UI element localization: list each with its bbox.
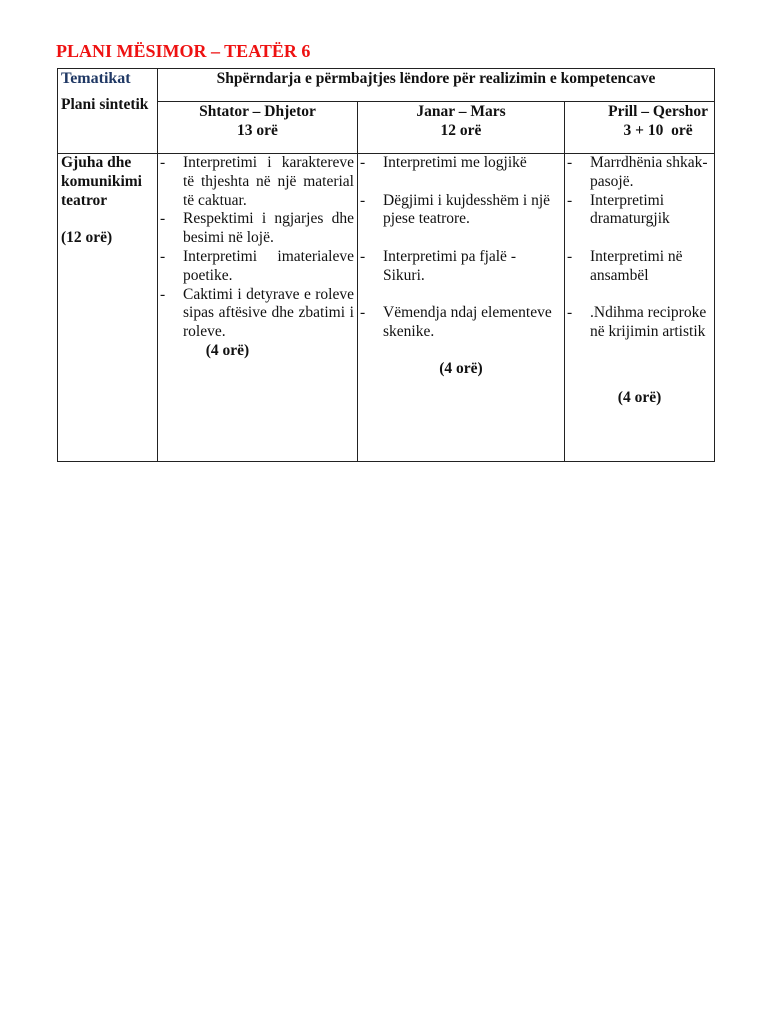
period-name: Janar – Mars — [416, 103, 506, 120]
period-hours-note: (4 orë) — [617, 388, 662, 406]
period-header — [158, 102, 358, 154]
plani-sintetik-label: Plani sintetik — [61, 95, 149, 113]
list-item: - Interpretimi i karaktereve të thjeshta në një material të caktuar. — [160, 154, 354, 209]
header-left-cell — [58, 69, 158, 154]
period-hours: 3 + 10 orë — [623, 121, 693, 139]
theme-name: Gjuha dhe komunikimi teatror — [61, 154, 142, 209]
period-content-cell — [158, 154, 358, 462]
list-item: - Interpretimi në ansambël — [567, 247, 683, 284]
period-header — [565, 102, 715, 154]
tematikat-label: Tematikat — [61, 70, 131, 87]
page-title: PLANI MËSIMOR – TEATËR 6 — [56, 41, 311, 61]
period-hours-note: (4 orë) — [205, 341, 250, 359]
period-hours: 12 orë — [440, 121, 482, 139]
theme-cell — [58, 154, 158, 462]
period-content-cell — [358, 154, 565, 462]
list-item: - Interpretimi dramaturgjik — [567, 191, 670, 228]
distribution-header: Shpërndarja e përmbajtjes lëndore për realizimin e kompetencave — [158, 69, 715, 102]
period-name: Prill – Qershor — [608, 103, 709, 120]
list-item: - Caktimi i detyrave e roleve sipas aftësive dhe zbatimi i roleve. — [160, 285, 354, 341]
curriculum-table — [57, 68, 715, 462]
theme-hours: (12 orë) — [61, 229, 113, 247]
period-name: Shtator – Dhjetor — [199, 103, 316, 120]
list-item: - Dëgjimi i kujdesshëm i një pjese teatrore. — [360, 191, 551, 228]
list-item: - Vëmendja ndaj elementeve skenike. — [360, 304, 552, 341]
period-header — [358, 102, 565, 154]
list-item: - Interpretimi imaterialeve poetike. — [160, 247, 354, 284]
list-item: - Interpretimi pa fjalë - Sikuri. — [360, 247, 516, 284]
list-item: - Respektimi i ngjarjes dhe besimi në lojë. — [160, 210, 354, 247]
list-item: - Interpretimi me logjikë — [360, 154, 527, 171]
period-hours: 13 orë — [237, 121, 278, 139]
period-hours-note: (4 orë) — [439, 359, 483, 377]
list-item: - .Ndihma reciproke në krijimin artistik — [567, 304, 707, 341]
period-content-cell — [565, 154, 715, 462]
list-item: - Marrdhënia shkak-pasojë. — [567, 154, 708, 190]
